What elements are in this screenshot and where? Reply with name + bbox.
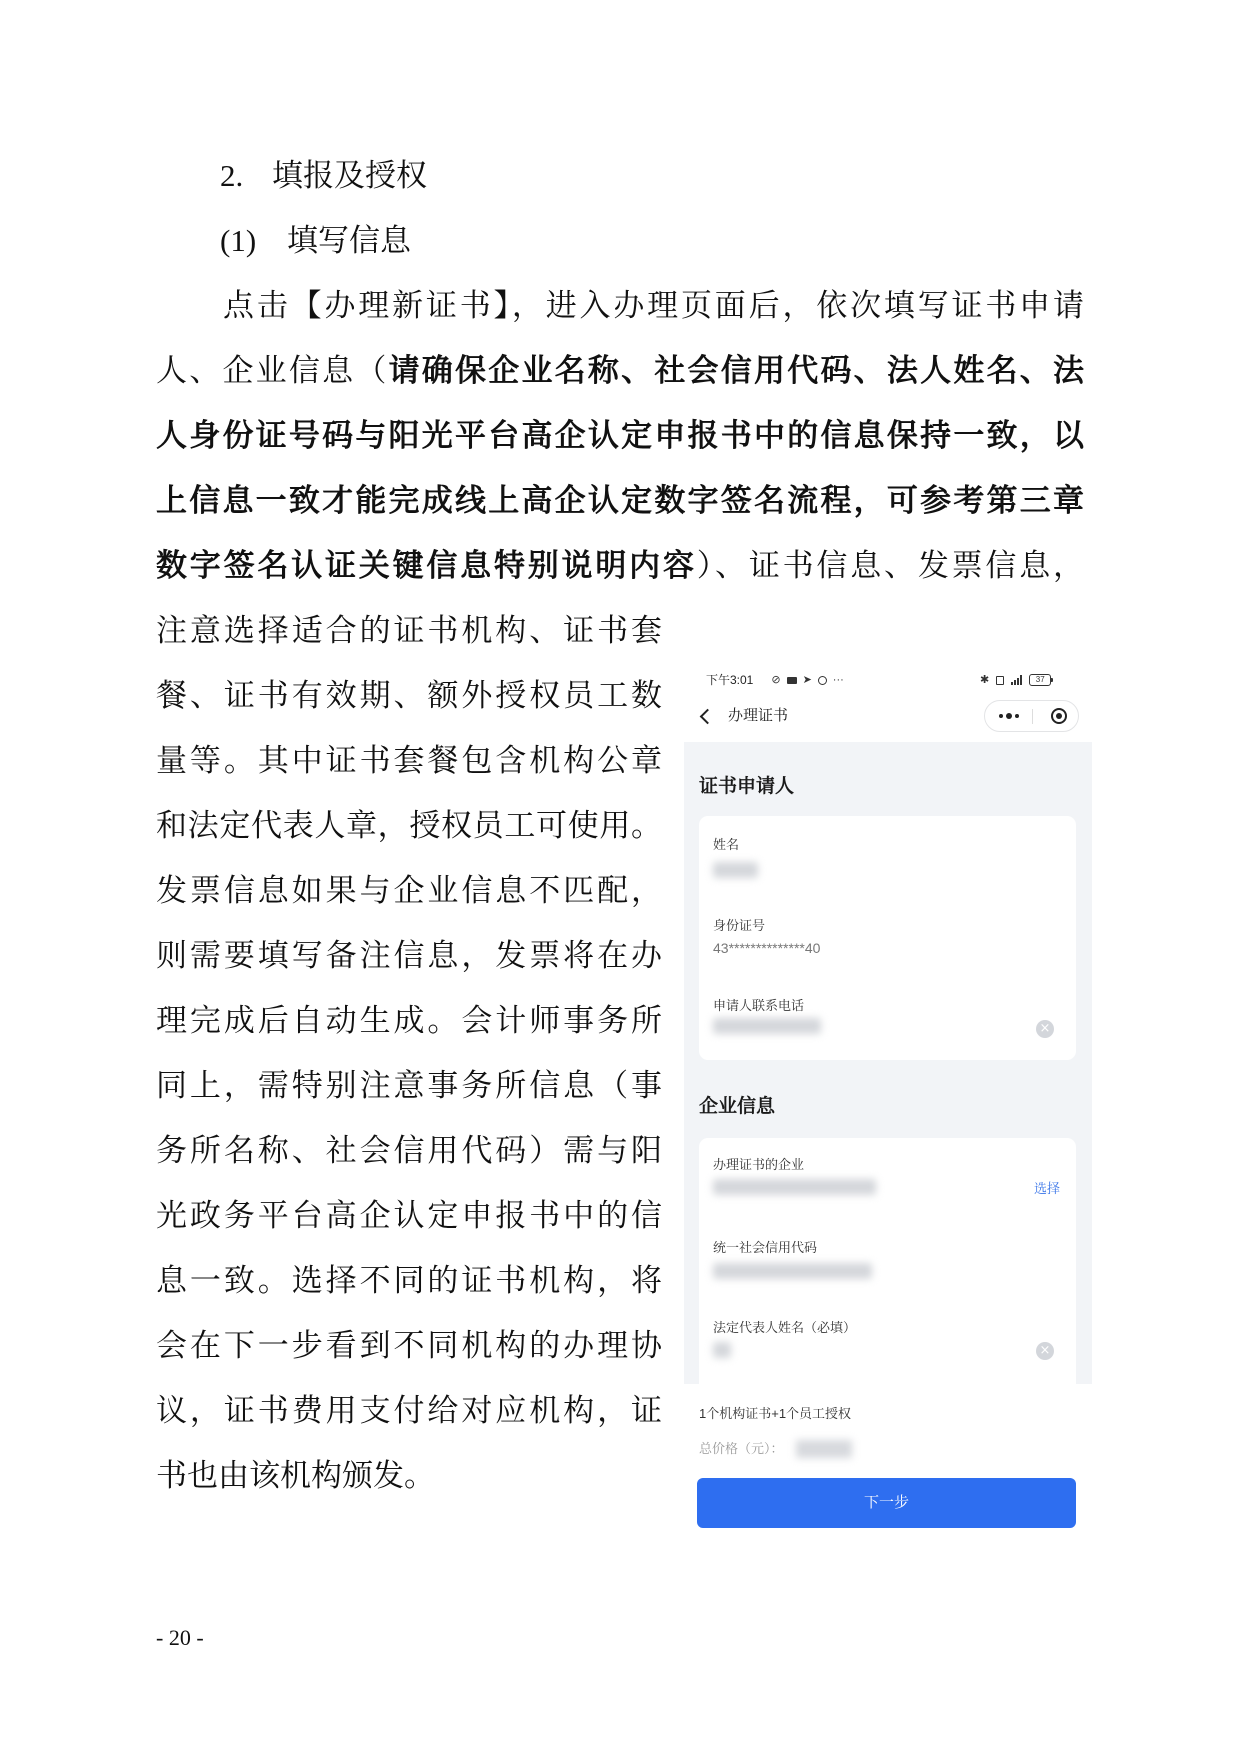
status-bar-left: [706, 672, 844, 688]
bold-text-segment: 上信息一致才能完成线上高企认定数字签名流程，可参考第三章: [156, 483, 1084, 518]
applicant-card: [699, 816, 1076, 1060]
paragraph-line: 息一致。选择不同的证书机构，将: [156, 1263, 662, 1298]
company-card: [699, 1138, 1076, 1418]
section-title: 填报及授权: [272, 158, 427, 193]
bold-text-segment: 请确保企业名称、社会信用代码、法人姓名、法: [388, 353, 1085, 388]
redacted-legal-rep-value: [713, 1342, 731, 1358]
battery-icon: 37: [1029, 674, 1051, 686]
id-label: 身份证号: [713, 918, 766, 933]
legal-rep-label: 法定代表人姓名（必填）: [713, 1320, 857, 1335]
company-section-title: 企业信息: [699, 1096, 776, 1117]
subsection-number: (1): [220, 223, 257, 258]
paragraph-line: 注意选择适合的证书机构、证书套: [156, 613, 662, 648]
location-icon: ➤: [802, 674, 812, 686]
paragraph-line: [156, 533, 1084, 598]
section-number: 2.: [220, 158, 244, 193]
phone-label: 申请人联系电话: [713, 998, 805, 1013]
page-number: - 20 -: [156, 1625, 204, 1650]
select-company-link: 选择: [1033, 1181, 1060, 1196]
paragraph-line: 量等。其中证书套餐包含机构公章: [156, 743, 662, 778]
id-value: 43**************40: [713, 940, 821, 956]
name-label: 姓名: [713, 837, 740, 852]
redacted-credit-code-value: [713, 1263, 872, 1279]
paragraph-line: [156, 468, 1084, 533]
more-icon: [999, 712, 1019, 720]
section-heading: [156, 143, 1084, 208]
paragraph-line: [156, 403, 1084, 468]
chevron-left-icon: [700, 709, 716, 725]
company-label: 办理证书的企业: [713, 1157, 805, 1172]
paragraph-line: 发票信息如果与企业信息不匹配，: [156, 873, 662, 908]
app-header: [684, 662, 1092, 742]
redacted-company-value: [713, 1179, 876, 1195]
status-time: 下午3:01: [706, 673, 754, 687]
paragraph-line: [156, 273, 1084, 338]
clear-icon: ×: [1036, 1342, 1054, 1360]
paragraph-line: 会在下一步看到不同机构的办理协: [156, 1328, 662, 1363]
mini-program-capsule: [984, 700, 1079, 732]
applicant-section-title: 证书申请人: [699, 776, 795, 797]
nav-title: 办理证书: [728, 707, 789, 724]
paragraph-line: 和法定代表人章，授权员工可使用。: [156, 808, 662, 843]
capsule-divider: [1032, 709, 1033, 724]
text-segment: 人、企业信息（: [156, 353, 389, 388]
redacted-phone-value: [713, 1018, 821, 1034]
do-not-disturb-icon: ⊘: [771, 674, 781, 686]
vibrate-icon: [996, 676, 1004, 685]
checkout-footer: [684, 1384, 1092, 1534]
redacted-name-value: [713, 862, 758, 878]
credit-code-label: 统一社会信用代码: [713, 1240, 818, 1255]
paragraph-line: 书也由该机构颁发。: [156, 1458, 435, 1493]
paragraph-line: 光政务平台高企认定申报书中的信: [156, 1198, 662, 1233]
paragraph-line: 议，证书费用支付给对应机构，证: [156, 1393, 662, 1428]
text-segment: 点击【办理新证书】，进入办理页面后，依次填写证书申请: [223, 288, 1084, 323]
search-icon: [818, 676, 827, 685]
target-icon: [1051, 708, 1067, 724]
bold-text-segment: 数字签名认证关键信息特别说明内容: [156, 548, 697, 583]
paragraph-line: 理完成后自动生成。会计师事务所: [156, 1003, 662, 1038]
signal-icon: [1011, 675, 1022, 685]
text-segment: ）、证书信息、发票信息，: [696, 548, 1085, 583]
redacted-price-value: [796, 1440, 852, 1458]
subsection-title: 填写信息: [287, 223, 411, 258]
bold-text-segment: 人身份证号码与阳光平台高企认定申报书中的信息保持一致，以: [156, 418, 1084, 453]
paragraph-line: 同上，需特别注意事务所信息（事: [156, 1068, 662, 1103]
price-label: 总价格（元）：: [699, 1441, 784, 1456]
package-summary: 1个机构证书+1个员工授权: [699, 1406, 852, 1421]
paragraph-line: 务所名称、社会信用代码）需与阳: [156, 1133, 662, 1168]
bluetooth-icon: ✱: [980, 674, 990, 686]
paragraph-line: 则需要填写备注信息，发票将在办: [156, 938, 662, 973]
phone-screenshot: [684, 662, 1092, 1534]
more-dots-icon: ···: [832, 674, 844, 686]
next-step-button: 下一步: [697, 1478, 1076, 1528]
subsection-heading: [156, 208, 1084, 273]
paragraph-line: [156, 338, 1084, 403]
paragraph-line: 餐、证书有效期、额外授权员工数: [156, 678, 662, 713]
message-icon: [787, 677, 797, 684]
status-bar-right: [980, 672, 1051, 688]
clear-icon: ×: [1036, 1020, 1054, 1038]
